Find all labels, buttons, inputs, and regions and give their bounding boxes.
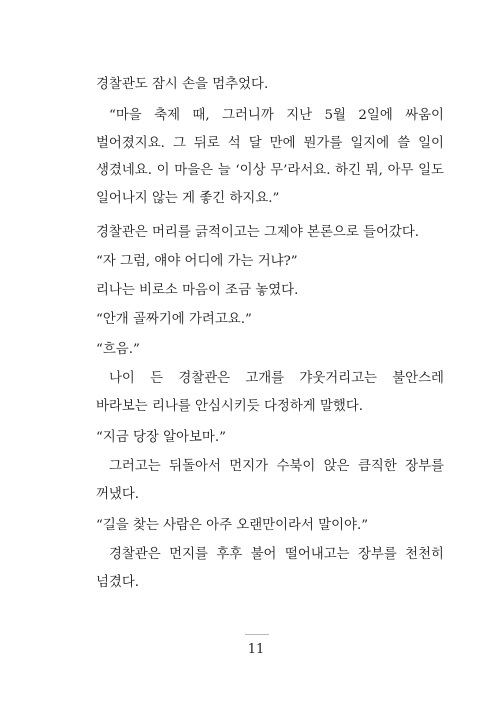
paragraph-10: 그러고는 뒤돌아서 먼지가 수북이 앉은 큼직한 장부를 꺼냈다. bbox=[96, 459, 444, 502]
paragraph-1: 경찰관도 잠시 손을 멈추었다. bbox=[96, 77, 269, 92]
paragraph-5: 리나는 비로소 마음이 조금 놓였다. bbox=[96, 283, 299, 298]
paragraph-6: “안개 골짜기에 가려고요.” bbox=[96, 312, 252, 327]
page-number: 11 bbox=[247, 642, 265, 657]
paragraph-9: “지금 당장 알아보마.” bbox=[96, 430, 226, 445]
paragraph-3: 경찰관은 머리를 긁적이고는 그제야 본론으로 들어갔다. bbox=[96, 225, 420, 240]
paragraph-4: “자 그럼, 얘야 어디에 가는 거냐?” bbox=[96, 254, 298, 269]
paragraph-7: “흐음.” bbox=[96, 342, 140, 357]
paragraph-12: 경찰관은 먼지를 후후 불어 떨어내고는 장부를 천천히 넘겼다. bbox=[96, 547, 444, 590]
paragraph-11: “길을 찾는 사람은 아주 오랜만이라서 말이야.” bbox=[96, 518, 369, 533]
paragraph-8: 나이 든 경찰관은 고개를 갸웃거리고는 불안스레 바라보는 리나를 안심시키듯 다정하게 말했다. bbox=[96, 371, 444, 414]
page-number-rule bbox=[245, 634, 269, 635]
paragraph-2: “마을 축제 때, 그러니까 지난 5월 2일에 싸움이 벌어졌지요. 그 뒤로 석 달 만에 뭔가를 일지에 쓸 일이 생겼네요. 이 마을은 늘 ‘이상 무’라서요. 하긴 뭐, 아무 일도 일어나지 않는 게 좋긴 하지요.” bbox=[96, 108, 444, 206]
